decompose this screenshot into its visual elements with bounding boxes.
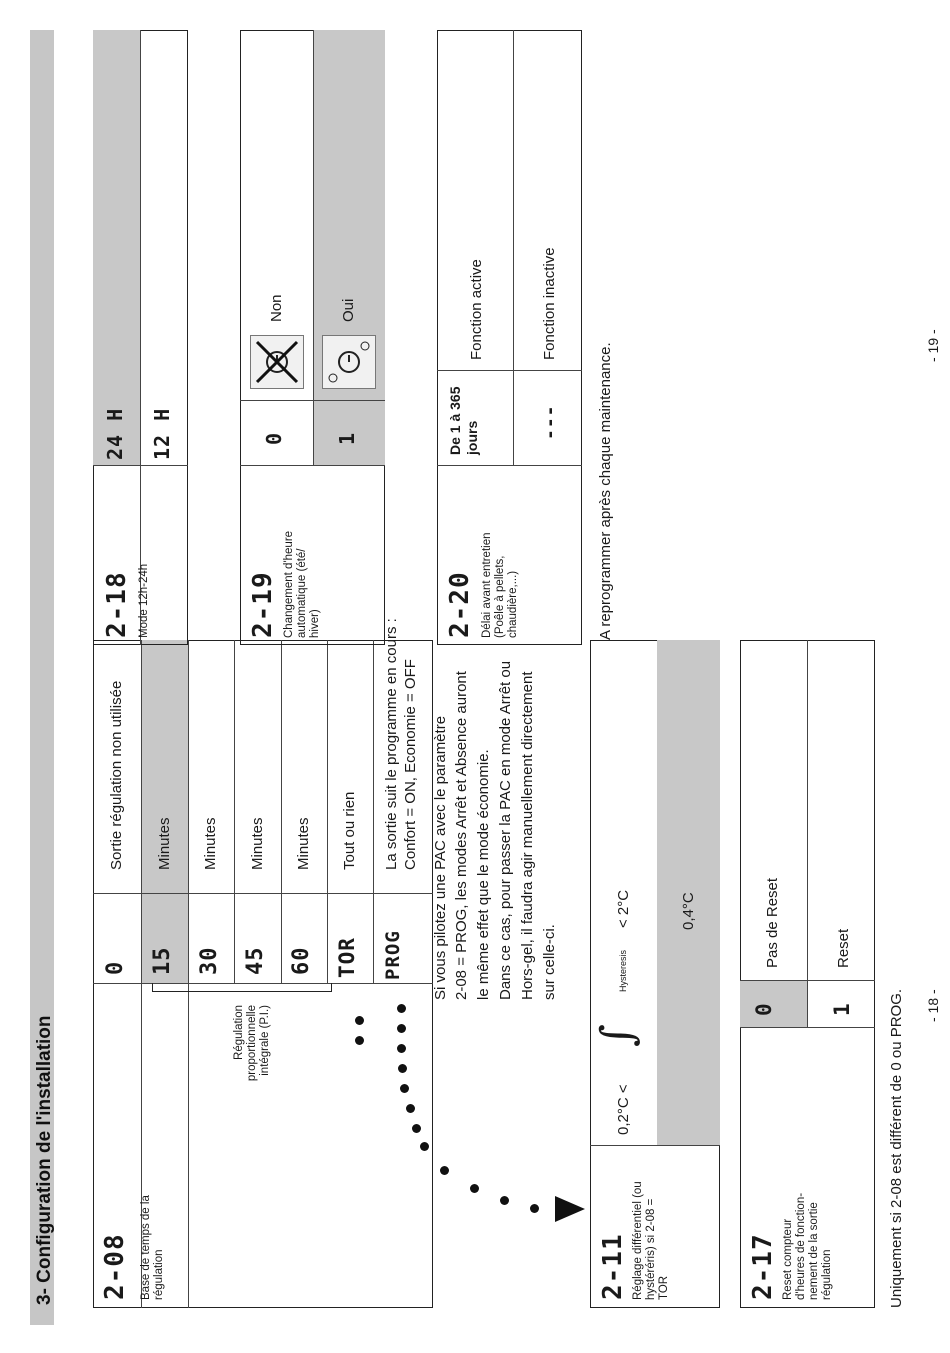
dot xyxy=(420,1142,429,1151)
param-code-2-17: 2-17 xyxy=(748,1233,778,1300)
group-label-pi: Régulation proportionnelle intégrale (P.I.) xyxy=(233,1005,271,1082)
dot xyxy=(397,1004,406,1013)
label-2-17-0: Pas de Reset xyxy=(764,877,781,968)
dot xyxy=(406,1104,415,1113)
label-2-08-0: Sortie régulation non utilisée xyxy=(108,680,125,870)
integral-icon: ∫ xyxy=(591,1024,643,1047)
group-bracket xyxy=(152,983,332,992)
param-code-2-18: 2-18 xyxy=(102,571,132,638)
value-2-08-30: 30 xyxy=(197,946,222,975)
label-2-08-15: Minutes xyxy=(156,817,173,870)
default-2-11: 0,4°C xyxy=(680,892,697,930)
dot xyxy=(400,1084,409,1093)
label-2-08-30: Minutes xyxy=(202,817,219,870)
param-code-2-11: 2-11 xyxy=(598,1233,628,1300)
dot xyxy=(470,1184,479,1193)
footnote-right: A reprogrammer après chaque maintenance. xyxy=(597,342,614,640)
value-2-18-24: 24 H xyxy=(103,407,127,460)
value-2-19-0: 0 xyxy=(262,431,286,445)
value-2-08-60: 60 xyxy=(289,946,314,975)
value-2-08-45: 45 xyxy=(243,946,268,975)
param-code-2-08: 2-08 xyxy=(100,1233,130,1300)
section-title: 3- Configuration de l'installation xyxy=(34,1015,55,1305)
param-desc-2-08: Base de temps de la régulation xyxy=(140,1195,165,1300)
arrow-head-icon xyxy=(555,1196,585,1222)
clock-sun-icon xyxy=(322,335,376,389)
param-desc-2-11: Réglage différentiel (ou hystéréris) si 2-08 = TOR xyxy=(632,1181,670,1300)
value-2-20-none: --- xyxy=(540,404,561,440)
value-2-19-1: 1 xyxy=(335,431,359,445)
value-2-17-1: 1 xyxy=(830,1002,854,1016)
value-2-08-tor: TOR xyxy=(335,937,359,978)
dot xyxy=(355,1036,364,1045)
param-desc-2-20: Délai avant entretien (Poêle à pellets, chaudière,...) xyxy=(481,532,519,638)
range-sym-2-11: Hysteresis xyxy=(618,949,628,992)
dot xyxy=(398,1064,407,1073)
param-desc-2-17: Reset compteur d'heures de fonction-nement de la sortie régulation xyxy=(782,1192,833,1300)
dot xyxy=(397,1024,406,1033)
label-2-20-active: Fonction active xyxy=(468,259,485,360)
label-2-17-1: Reset xyxy=(835,928,852,968)
label-2-20-inactive: Fonction inactive xyxy=(541,247,558,360)
note-line-5: Hors-gel, il faudra agir manuellement directement xyxy=(519,671,536,1000)
label-2-19-non: Non xyxy=(268,294,285,322)
label-2-08-prog-2: Confort = ON, Economie = OFF xyxy=(402,659,419,870)
value-2-08-15: 15 xyxy=(150,946,175,975)
note-line-6: sur celle-ci. xyxy=(541,924,558,1000)
label-2-08-tor: Tout ou rien xyxy=(341,791,358,870)
dot xyxy=(355,1016,364,1025)
param-desc-2-18: Mode 12h-24h xyxy=(138,563,150,638)
range-high-2-11: < 2°C xyxy=(615,889,632,928)
clock-crossed-icon xyxy=(250,335,304,389)
label-2-08-prog: La sortie suit le programme en cours : xyxy=(383,618,400,870)
page-number-19: - 19 - xyxy=(925,329,941,362)
param-desc-2-19: Changement d'heure automatique (été/ hiver) xyxy=(283,530,321,638)
label-2-08-60: Minutes xyxy=(295,817,312,870)
dot xyxy=(412,1124,421,1133)
label-2-08-45: Minutes xyxy=(249,817,266,870)
dot xyxy=(440,1166,449,1175)
dot xyxy=(530,1204,539,1213)
page-number-18: - 18 - xyxy=(925,989,941,1022)
row-highlight-2-18 xyxy=(93,30,140,465)
note-line-3: le même effet que le mode économie. xyxy=(475,749,492,1000)
param-code-2-20: 2-20 xyxy=(445,571,475,638)
note-line-1: Si vous pilotez une PAC avec le paramètre xyxy=(432,715,449,1000)
dot xyxy=(397,1044,406,1053)
dot xyxy=(500,1196,509,1205)
note-line-4: Dans ce cas, pour passer la PAC en mode Arrêt ou xyxy=(497,660,514,1000)
note-line-2: 2-08 = PROG, les modes Arrêt et Absence auront xyxy=(453,671,470,1000)
range-low-2-11: 0,2°C < xyxy=(615,1084,632,1135)
label-2-19-oui: Oui xyxy=(340,298,357,322)
value-2-20-range: De 1 à 365 jours xyxy=(447,386,480,455)
value-2-08-prog: PROG xyxy=(382,930,404,980)
value-2-17-0: 0 xyxy=(752,1002,776,1016)
value-2-08-0: 0 xyxy=(103,960,128,975)
value-2-18-12: 12 H xyxy=(150,407,174,460)
param-code-2-19: 2-19 xyxy=(248,571,278,638)
footnote-left: Uniquement si 2-08 est différent de 0 ou PROG. xyxy=(888,988,905,1308)
